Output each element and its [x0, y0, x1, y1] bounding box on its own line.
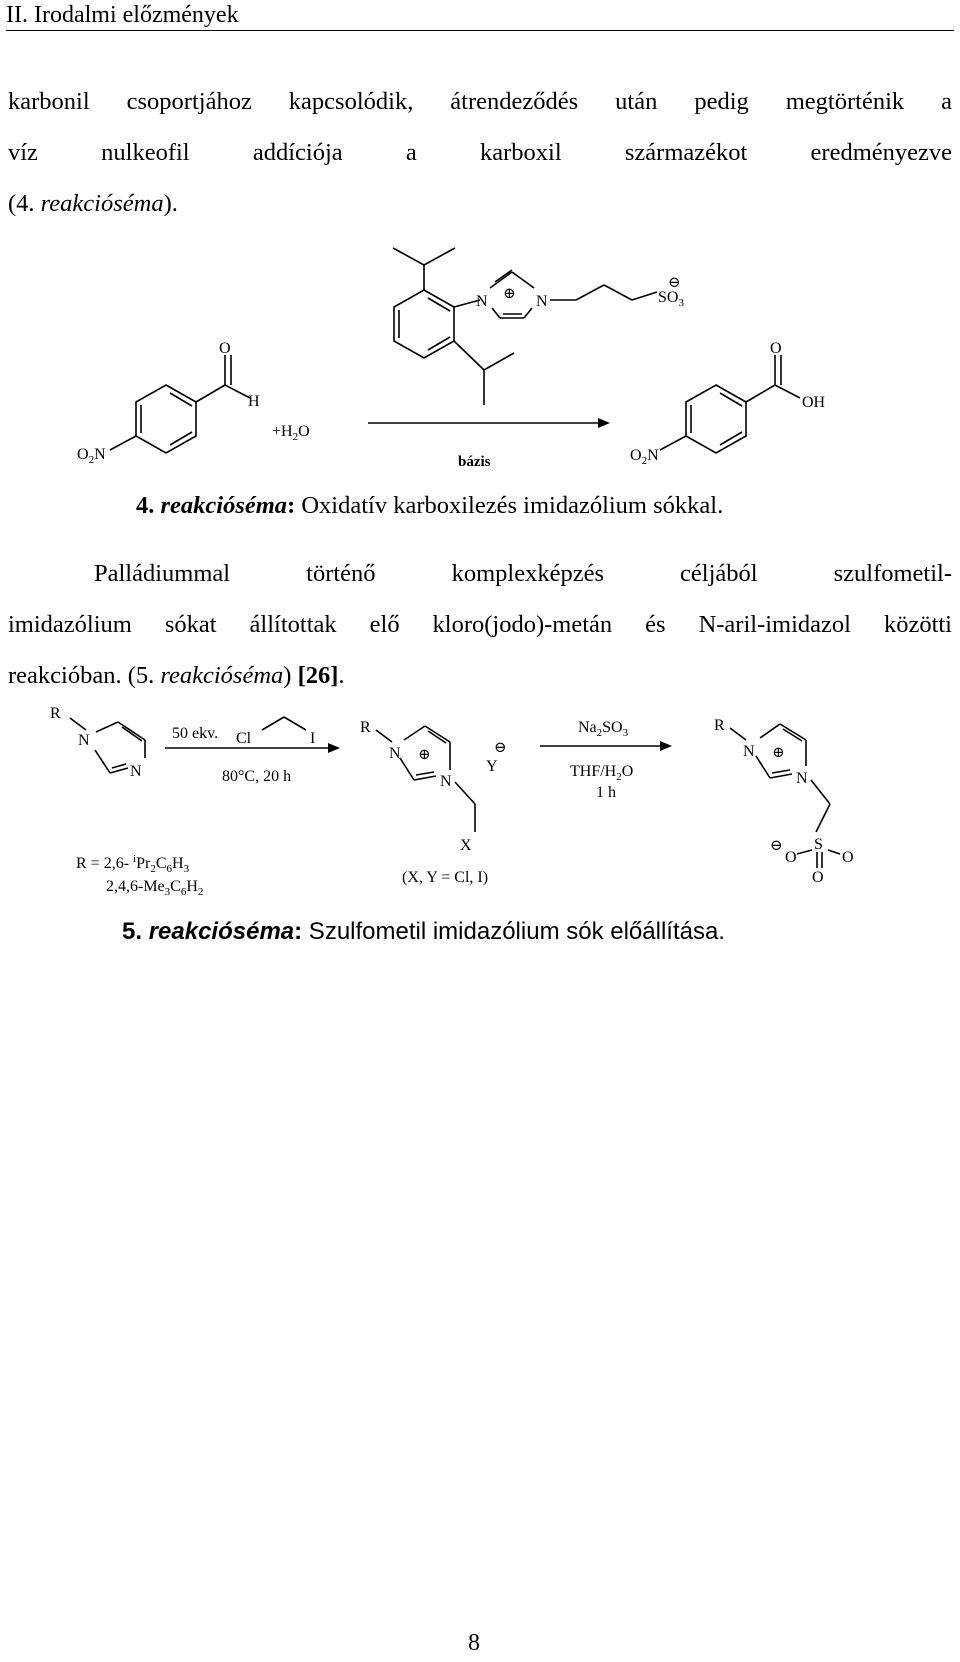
rdef1-s1: 2: [150, 863, 156, 875]
rdef1-pre: R = 2,6-: [76, 855, 134, 872]
rdef1-s2: 6: [166, 863, 172, 875]
rdef1-c: C: [155, 855, 167, 872]
s5-c2-sub: 2: [616, 771, 622, 783]
reaction-arrow-head-4: [598, 418, 610, 428]
so3-sub: 3: [678, 297, 684, 309]
s5-c2-post: O: [621, 763, 634, 780]
s5-o-right: O: [842, 849, 854, 866]
rdef1-sup: i: [133, 853, 137, 865]
p2-l3-em: reakcióséma: [160, 662, 284, 689]
s5-y-minus: ⊖: [494, 740, 507, 756]
paragraph-2: [8, 548, 952, 701]
paragraph-1-line-3: [8, 178, 952, 229]
s5-reagent1-cl: Cl: [236, 730, 252, 747]
scheme-5-caption-em: reakcióséma: [148, 918, 295, 945]
s5-n1a: N: [78, 732, 90, 749]
p2-l3-end: .: [338, 662, 345, 689]
scheme-5-caption-num: 5.: [122, 918, 149, 945]
reactant-benzene-ring: [136, 385, 196, 453]
s5-reagent1-pre: 50 ekv.: [172, 725, 219, 742]
s5-r3: R: [714, 717, 725, 734]
catalyst-plus: ⊕: [503, 286, 516, 302]
r-o2n-o: O: [77, 446, 89, 463]
paragraph-1-line-1: karbonil csoportjához kapcsolódik, átrendeződés után pedig megtörténik a: [8, 88, 952, 115]
s5-x-label: X: [460, 837, 472, 854]
base-label: bázis: [458, 454, 491, 470]
catalyst-n1: N: [476, 293, 488, 310]
s5-y-label: Y: [486, 758, 498, 775]
rdef2-h: H: [186, 878, 198, 895]
header-title: II. Irodalmi előzmények: [6, 2, 239, 28]
paragraph-2-line-1: Palládiummal történő komplexképzés céljából szulfometil-: [94, 560, 952, 587]
paragraph-2-line-3: [8, 650, 952, 701]
s5-c2-pre: THF/H: [570, 763, 617, 780]
rdef2-c: C: [170, 878, 181, 895]
s5-o-left: O: [785, 849, 797, 866]
s5-reagent1-i: I: [310, 730, 316, 747]
s5-r2-sub2: 3: [622, 727, 629, 739]
p1-l3-post: ).: [163, 190, 178, 217]
s5-r1: R: [50, 705, 61, 722]
scheme-4-caption-colon: :: [287, 492, 296, 519]
so3-text: SO: [658, 289, 679, 306]
reactant-o: O: [219, 340, 231, 357]
s5-s-label: S: [814, 836, 823, 853]
s5-n2b: N: [440, 773, 452, 790]
rdef2-s3: 2: [197, 886, 204, 898]
paragraph-2-line-2: imidazólium sókat állítottak elő kloro(jodo)-metán és N-aril-imidazol közötti: [8, 611, 952, 638]
s5-r2-post: SO: [602, 719, 623, 736]
s5-n3a: N: [743, 743, 755, 760]
p1-l3-pre: (4.: [8, 190, 41, 217]
scheme-4-caption-text: Oxidatív karboxilezés imidazólium sókkal.: [295, 492, 724, 519]
p2-l3-post: ): [283, 662, 298, 689]
rdef1-s3: 3: [183, 863, 190, 875]
p2-l3-ref: [26]: [297, 662, 339, 689]
water-sub: 2: [292, 431, 299, 443]
water-reagent: [272, 423, 310, 443]
reaction-scheme-4: [0, 230, 960, 490]
s5-rdef2: [106, 878, 203, 898]
reactant-o2n: [77, 446, 106, 466]
s5-cond2b: 1 h: [596, 784, 616, 801]
sulfonate-minus: ⊖: [668, 275, 681, 291]
p-o2n-o: O: [630, 447, 642, 464]
s5-cond1: 80°C, 20 h: [222, 768, 292, 785]
r-o2n-sub: 2: [88, 454, 95, 466]
reaction-arrow-head-5a: [328, 743, 340, 753]
p-o2n-sub: 2: [641, 455, 648, 467]
product-o: O: [770, 340, 782, 357]
s5-plus2: ⊕: [418, 747, 431, 763]
rdef2-s2: 6: [180, 886, 187, 898]
scheme-4-caption-em: reakcióséma: [160, 492, 288, 519]
rdef1-pr: Pr: [136, 855, 151, 872]
paragraph-1: [8, 76, 952, 229]
page-number: 8: [468, 1630, 480, 1656]
s5-r2-sub: 2: [596, 727, 603, 739]
reaction-scheme-5: [0, 700, 960, 910]
sulfonate-so3: [658, 289, 684, 309]
s5-plus3: ⊕: [772, 745, 785, 761]
s5-n1b: N: [130, 763, 142, 780]
scheme-4-caption-num: 4.: [136, 492, 161, 519]
p1-l3-em: reakcióséma: [40, 190, 164, 217]
s5-xy-note: (X, Y = Cl, I): [402, 869, 489, 886]
product-benzene-ring: [686, 385, 746, 453]
water-post: O: [298, 423, 310, 440]
reaction-arrow-head-5b: [660, 741, 672, 751]
s5-o-bottom: O: [812, 869, 824, 886]
s5-r2: R: [360, 719, 371, 736]
scheme-4-caption: [136, 492, 723, 520]
rdef2-s1: 3: [164, 886, 171, 898]
water-pre: +H: [272, 423, 293, 440]
s5-rdef1: [76, 853, 190, 875]
s5-o-minus-sign: ⊖: [770, 838, 783, 854]
r-o2n-n: N: [94, 446, 106, 463]
paragraph-1-line-2: víz nulkeofil addíciója a karboxil származékot eredményezve: [8, 139, 952, 166]
scheme-5-caption-text: Szulfometil imidazólium sók előállítása.: [302, 918, 725, 945]
scheme-5-caption: [122, 918, 725, 946]
catalyst-n2: N: [536, 293, 548, 310]
s5-n2a: N: [389, 745, 401, 762]
rdef2-a: 2,4,6-Me: [106, 878, 165, 895]
page-header: [6, 0, 954, 31]
s5-reagent2: [578, 719, 629, 739]
reactant-h: H: [248, 393, 260, 410]
s5-cond2a: [570, 763, 633, 783]
s5-r2-pre: Na: [578, 719, 597, 736]
catalyst-benzene-ring: [394, 290, 454, 358]
product-o2n: [630, 447, 659, 467]
scheme-5-caption-colon: :: [294, 918, 303, 945]
p-o2n-n: N: [647, 447, 659, 464]
product-oh: OH: [802, 394, 826, 411]
p2-l3-pre: reakcióban. (5.: [8, 662, 161, 689]
rdef1-h: H: [172, 855, 184, 872]
s5-n3b: N: [796, 770, 808, 787]
